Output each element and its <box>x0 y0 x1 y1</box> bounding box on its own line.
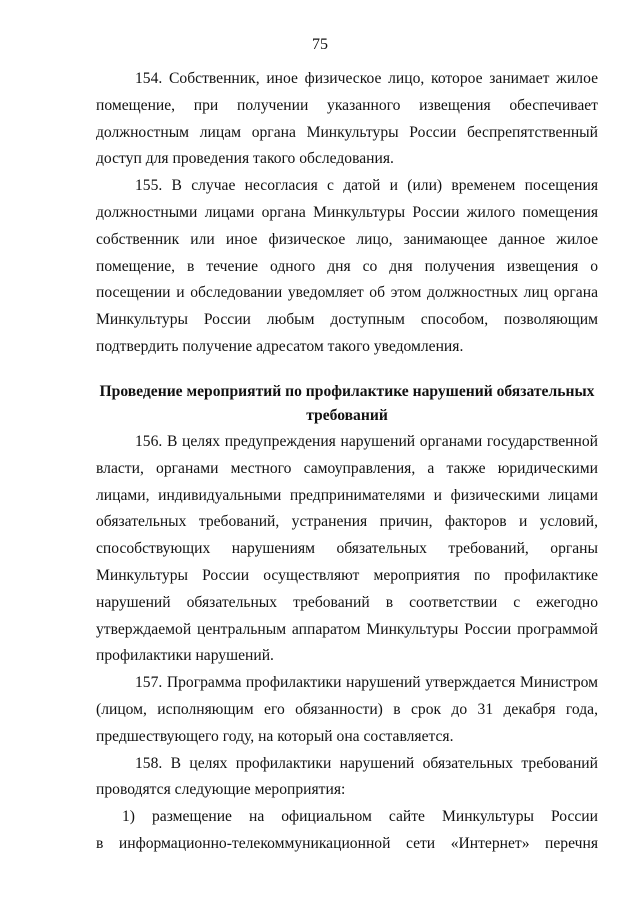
section-heading-line-1: Проведение мероприятий по профилактике нарушений обязательных <box>99 383 595 400</box>
section-heading-line-2: требований <box>306 407 388 424</box>
paragraph-158: 158. В целях профилактики нарушений обязательных требований проводятся следующие мероприятия: <box>96 754 598 799</box>
paragraphs-upper <box>96 66 598 361</box>
page-number: 75 <box>312 36 328 53</box>
paragraph-155: 155. В случае несогласия с датой и (или) временем посещения должностными лицами органа Минкультуры России жилого помещения собственник или иное физическое лицо, занимающее данное жилое помещение, в течение одного дня со дня получения извещения о посещении и обследовании уведомляет об этом должностных лиц органа Минкультуры России любым доступным способом, позволяющим подтвердить получение адресатом такого уведомления. <box>96 177 598 355</box>
paragraph-156: 156. В целях предупреждения нарушений органами государственной власти, органами местного самоуправления, а также юридическими лицами, индивидуальными предпринимателями и физическими лицами обязательных требований, устранения причин, факторов и условий, способствующих нарушениям обязательных требований, органы Минкультуры России осуществляют мероприятия по профилактике нарушений обязательных требований в соответствии с ежегодно утверждаемой центральным аппаратом Минкультуры России программой профилактики нарушений. <box>96 433 598 665</box>
paragraph-157: 157. Программа профилактики нарушений утверждается Министром (лицом, исполняющим его обязанности) в срок до 31 декабря года, предшествующего году, на который она составляется. <box>96 674 598 745</box>
paragraph-154: 154. Собственник, иное физическое лицо, которое занимает жилое помещение, при получении указанного извещения обеспечивает должностным лицам органа Минкультуры России беспрепятственный доступ для проведения такого обследования. <box>96 70 598 168</box>
section-heading <box>96 380 598 428</box>
paragraphs-lower <box>96 429 598 858</box>
list-item-1-line-2: в информационно-телекоммуникационной сети «Интернет» перечня <box>96 834 598 852</box>
list-item-1-line-1: 1) размещение на официальном сайте Минкультуры России <box>122 808 598 826</box>
